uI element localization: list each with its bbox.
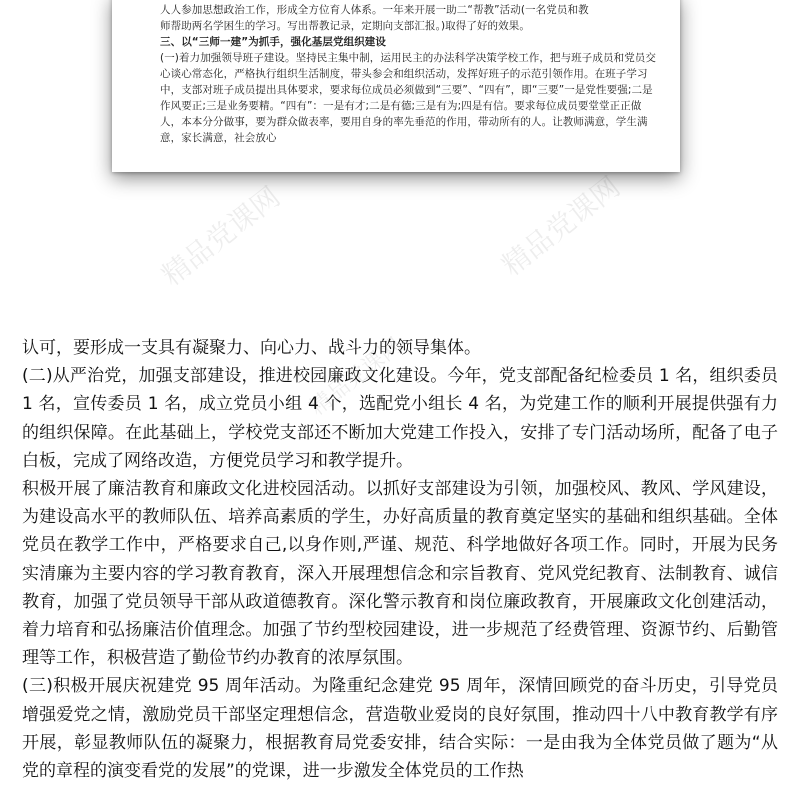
document-preview-card xyxy=(112,0,680,172)
preview-paragraph: (一)着力加强领导班子建设。坚持民主集中制，运用民主的办法科学决策学校工作，把与班子成员和党员交心谈心常态化，严格执行组织生活制度，带头参会和组织活动，发挥好班子的示范引领作用。在班子学习中，支部对班子成员提出具体要求，要求每位成员必须做到“三要”、“四有”，即“三要”一是党性要强;二是作风要正;三是业务要精。“四有”：一是有才;二是有德;三是有为;四是有信。要求每位成员要堂堂正正做人，本本分分做事，要为群众做表率，要用自身的率先垂范的作用，带动所有的人。让教师满意，学生满意，家长满意，社会放心 xyxy=(160,52,656,144)
body-paragraph: 积极开展了廉洁教育和廉政文化进校园活动。以抓好支部建设为引领，加强校风、教风、学风建设，为建设高水平的教师队伍、培养高素质的学生，办好高质量的教育奠定坚实的基础和组织基础。全体党员在教学工作中，严格要求自己,以身作则,严谨、规范、科学地做好各项工作。同时，开展为民务实清廉为主要内容的学习教育教育，深入开展理想信念和宗旨教育、党风党纪教育、法制教育、诚信教育，加强了党员领导干部从政道德教育。深化警示教育和岗位廉政教育，开展廉政文化创建活动，着力培育和弘扬廉洁价值理念。加强了节约型校园建设，进一步规范了经费管理、资源节约、后勤管理等工作，积极营造了勤俭节约办教育的浓厚氛围。 xyxy=(22,479,778,669)
body-paragraph: 认可，要形成一支具有凝聚力、向心力、战斗力的领导集体。 xyxy=(22,338,481,358)
body-paragraph: (二)从严治党，加强支部建设，推进校园廉政文化建设。今年，党支部配备纪检委员 1 名，组织委员 1 名，宣传委员 1 名，成立党员小组 4 个，选配党小组长 4 名，为党建工作的顺利开展提供强有力的组织保障。在此基础上，学校党支部还不断加大党建工作投入，安排了专门活动场所，配备了电子白板，完成了网络改造，方便党员学习和教学提升。 xyxy=(22,366,778,471)
preview-line: 人人参加思想政治工作，形成全方位育人体系。一年来开展一助二“帮教”活动(一名党员和教 xyxy=(160,4,589,16)
preview-text xyxy=(160,0,660,146)
watermark: 精品党课网 xyxy=(495,170,627,283)
preview-section-heading: 三、以“三师一建”为抓手，强化基层党组织建设 xyxy=(160,36,387,48)
preview-line: 师帮助两名学困生的学习。写出帮教记录，定期向支部汇报。)取得了好的效果。 xyxy=(160,20,530,32)
body-paragraph: (三)积极开展庆祝建党 95 周年活动。为隆重纪念建党 95 周年，深情回顾党的奋斗历史，引导党员增强爱党之情，激励党员干部坚定理想信念，营造敬业爱岗的良好氛围，推动四十八中教育教学有序开展，彰显教师队伍的凝聚力，根据教育局党委安排，结合实际：一是由我为全体党员做了题为“从党的章程的演变看党的发展”的党课，进一步激发全体党员的工作热 xyxy=(22,676,778,782)
watermark: 精品党课网 xyxy=(155,180,287,293)
document-body xyxy=(22,334,778,785)
watermark: 精品党课网 xyxy=(305,333,408,421)
